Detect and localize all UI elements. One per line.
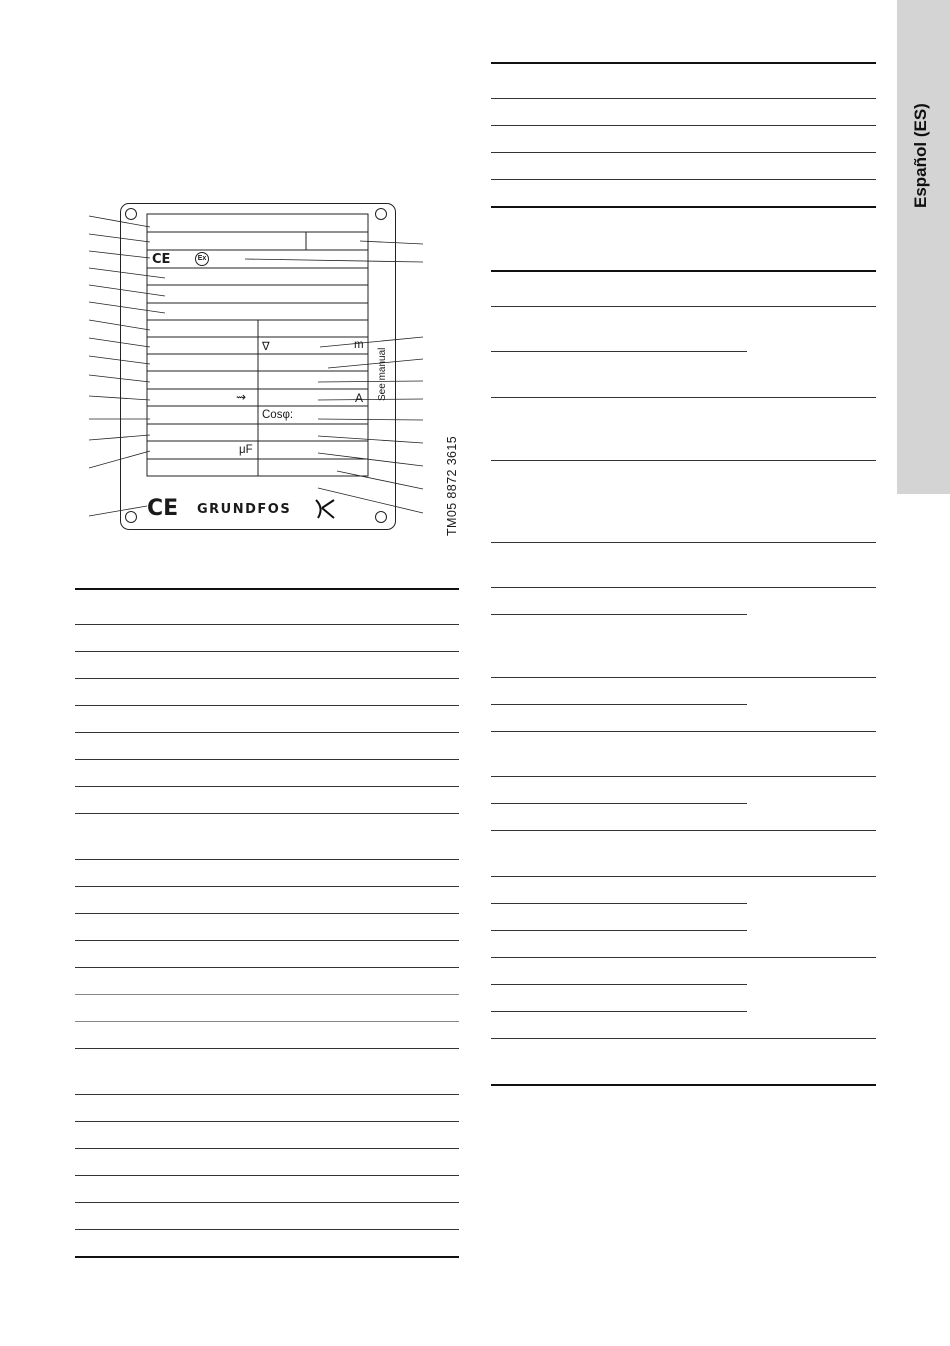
cos-phi-label: Cosφ: bbox=[262, 409, 294, 421]
level-symbol: ∇ bbox=[262, 341, 270, 353]
brand-name: GRUNDFOS bbox=[197, 502, 292, 517]
frequency-symbol: ⇝ bbox=[236, 390, 247, 404]
ex-mark-icon: Ex bbox=[195, 252, 209, 266]
see-manual-label: See manual bbox=[377, 347, 388, 401]
level-unit: m bbox=[354, 339, 364, 351]
current-unit: A bbox=[355, 391, 364, 405]
ce-mark-large: CE bbox=[147, 496, 179, 521]
grundfos-logo-icon bbox=[316, 500, 334, 518]
figure-reference: TM05 8872 3615 bbox=[445, 435, 459, 536]
language-tab-label: Español (ES) bbox=[911, 103, 930, 208]
ce-mark: CE bbox=[152, 252, 171, 267]
capacitance-unit: μF bbox=[239, 444, 253, 456]
